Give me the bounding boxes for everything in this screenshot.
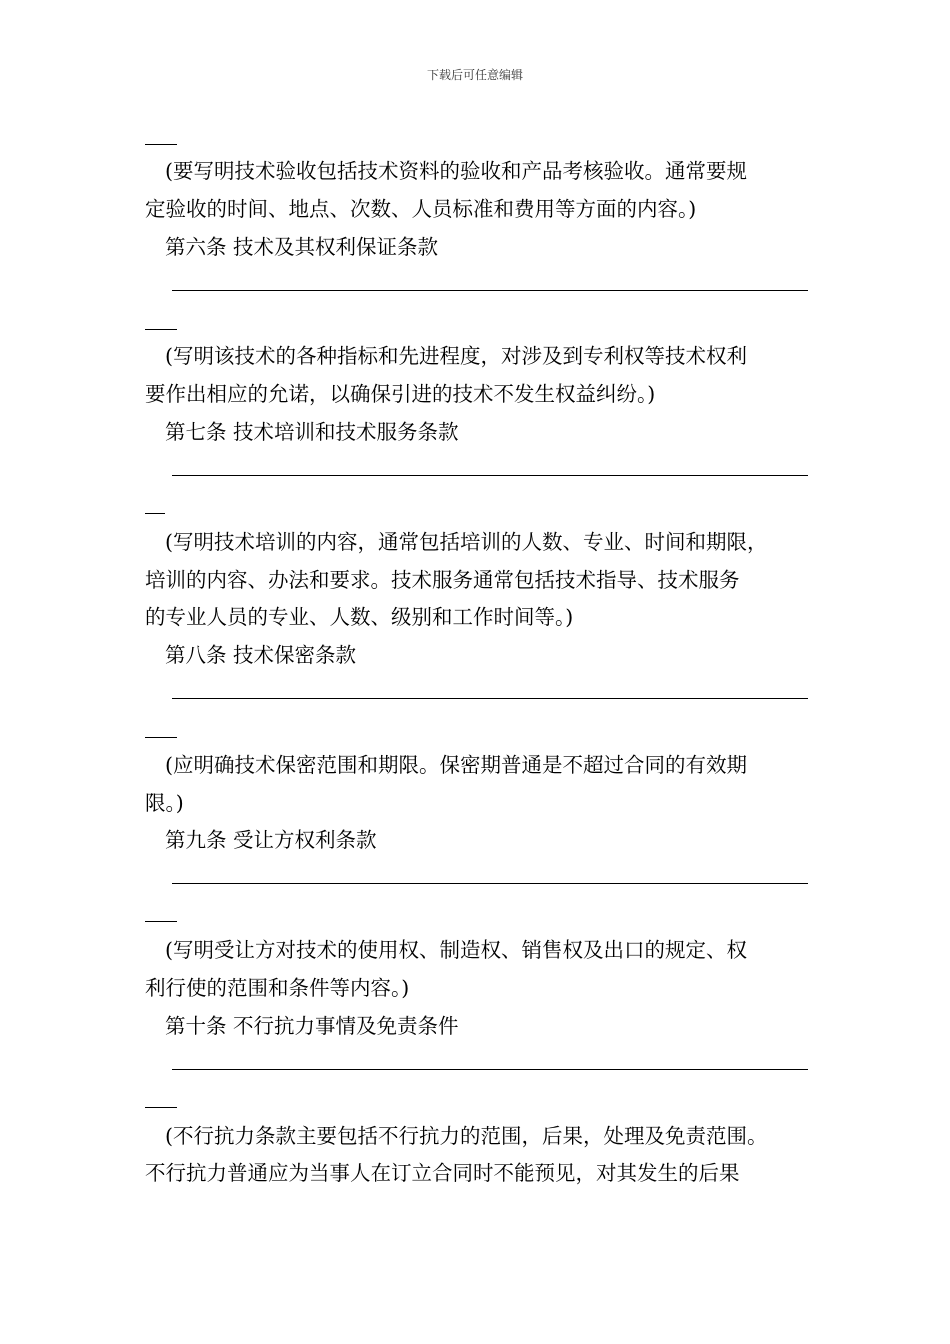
blank-line xyxy=(172,475,808,476)
blank-line-end xyxy=(145,1107,177,1108)
clause-heading: 第十条 不行抗力事情及免责条件 xyxy=(165,1014,459,1038)
clause-note-line: 的专业人员的专业、人数、级别和工作时间等。) xyxy=(145,605,574,629)
blank-line xyxy=(172,290,808,291)
clause-note-line: (应明确技术保密范围和期限。保密期普通是不超过合同的有效期 xyxy=(165,753,747,777)
clause-note-line: 利行使的范围和条件等内容。) xyxy=(145,976,410,1000)
clause-note-line: (要写明技术验收包括技术资料的验收和产品考核验收。通常要规 xyxy=(165,159,747,183)
blank-line-end xyxy=(145,329,177,330)
blank-line-end xyxy=(145,144,177,145)
blank-line-end xyxy=(145,513,165,514)
clause-heading: 第六条 技术及其权利保证条款 xyxy=(165,235,439,259)
clause-heading: 第九条 受让方权利条款 xyxy=(165,828,377,852)
blank-line xyxy=(172,1069,808,1070)
blank-line-end xyxy=(145,921,177,922)
clause-heading: 第七条 技术培训和技术服务条款 xyxy=(165,420,459,444)
clause-note-line: 培训的内容、办法和要求。技术服务通常包括技术指导、技术服务 xyxy=(145,568,740,592)
page-header: 下载后可任意编辑 xyxy=(426,68,523,82)
blank-line xyxy=(172,883,808,884)
clause-note-line: 要作出相应的允诺，以确保引进的技术不发生权益纠纷。) xyxy=(145,382,656,406)
clause-note-line: 定验收的时间、地点、次数、人员标准和费用等方面的内容。) xyxy=(145,197,697,221)
clause-note-line: (写明受让方对技术的使用权、制造权、销售权及出口的规定、权 xyxy=(165,938,747,962)
clause-note-line: 不行抗力普通应为当事人在订立合同时不能预见，对其发生的后果 xyxy=(145,1161,740,1185)
clause-note-line: (不行抗力条款主要包括不行抗力的范围，后果，处理及免责范围。 xyxy=(165,1124,768,1148)
clause-note-line: (写明技术培训的内容，通常包括培训的人数、专业、时间和期限， xyxy=(165,530,768,554)
blank-line xyxy=(172,698,808,699)
clause-note-line: (写明该技术的各种指标和先进程度，对涉及到专利权等技术权利 xyxy=(165,344,747,368)
clause-heading: 第八条 技术保密条款 xyxy=(165,643,357,667)
blank-line-end xyxy=(145,737,177,738)
clause-note-line: 限。) xyxy=(145,791,184,815)
